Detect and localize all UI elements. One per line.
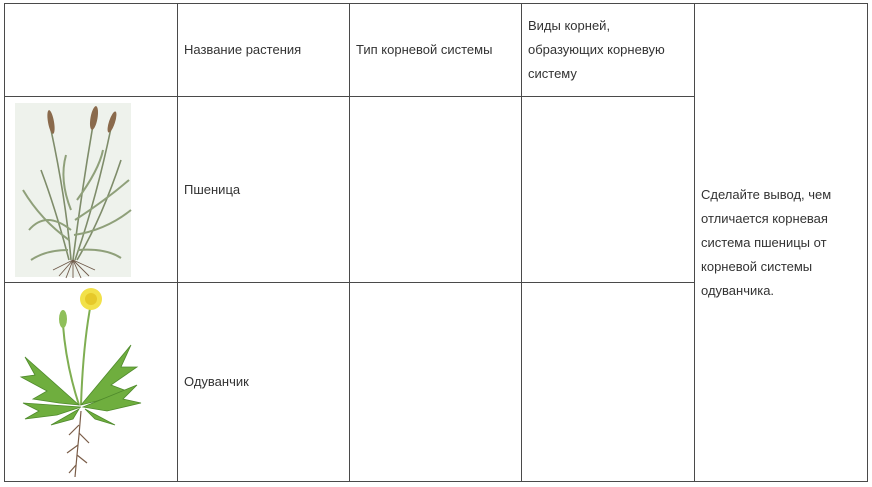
wheat-plant-illustration: [11, 100, 171, 280]
wheat-name-cell: Пшеница: [178, 97, 350, 283]
header-root-system-type: Тип корневой системы: [350, 4, 522, 97]
header-root-kinds: Виды корней, образующих корневую систему: [522, 4, 695, 97]
dandelion-root-type-cell[interactable]: [350, 283, 522, 482]
wheat-image-cell: [5, 97, 178, 283]
dandelion-root-kinds-cell[interactable]: [522, 283, 695, 482]
root-systems-worksheet-table: [4, 3, 868, 482]
conclusion-task: Сделайте вывод, чем отличается корневая система пшеницы от корневой системы одуванчика.: [695, 4, 868, 482]
wheat-root-type-cell[interactable]: [350, 97, 522, 283]
wheat-root-kinds-cell[interactable]: [522, 97, 695, 283]
dandelion-plant-illustration: [11, 285, 171, 480]
header-image-cell: [5, 4, 178, 97]
dandelion-image-cell: [5, 283, 178, 482]
dandelion-name-cell: Одуванчик: [178, 283, 350, 482]
header-row: [5, 4, 868, 97]
header-plant-name: Название растения: [178, 4, 350, 97]
